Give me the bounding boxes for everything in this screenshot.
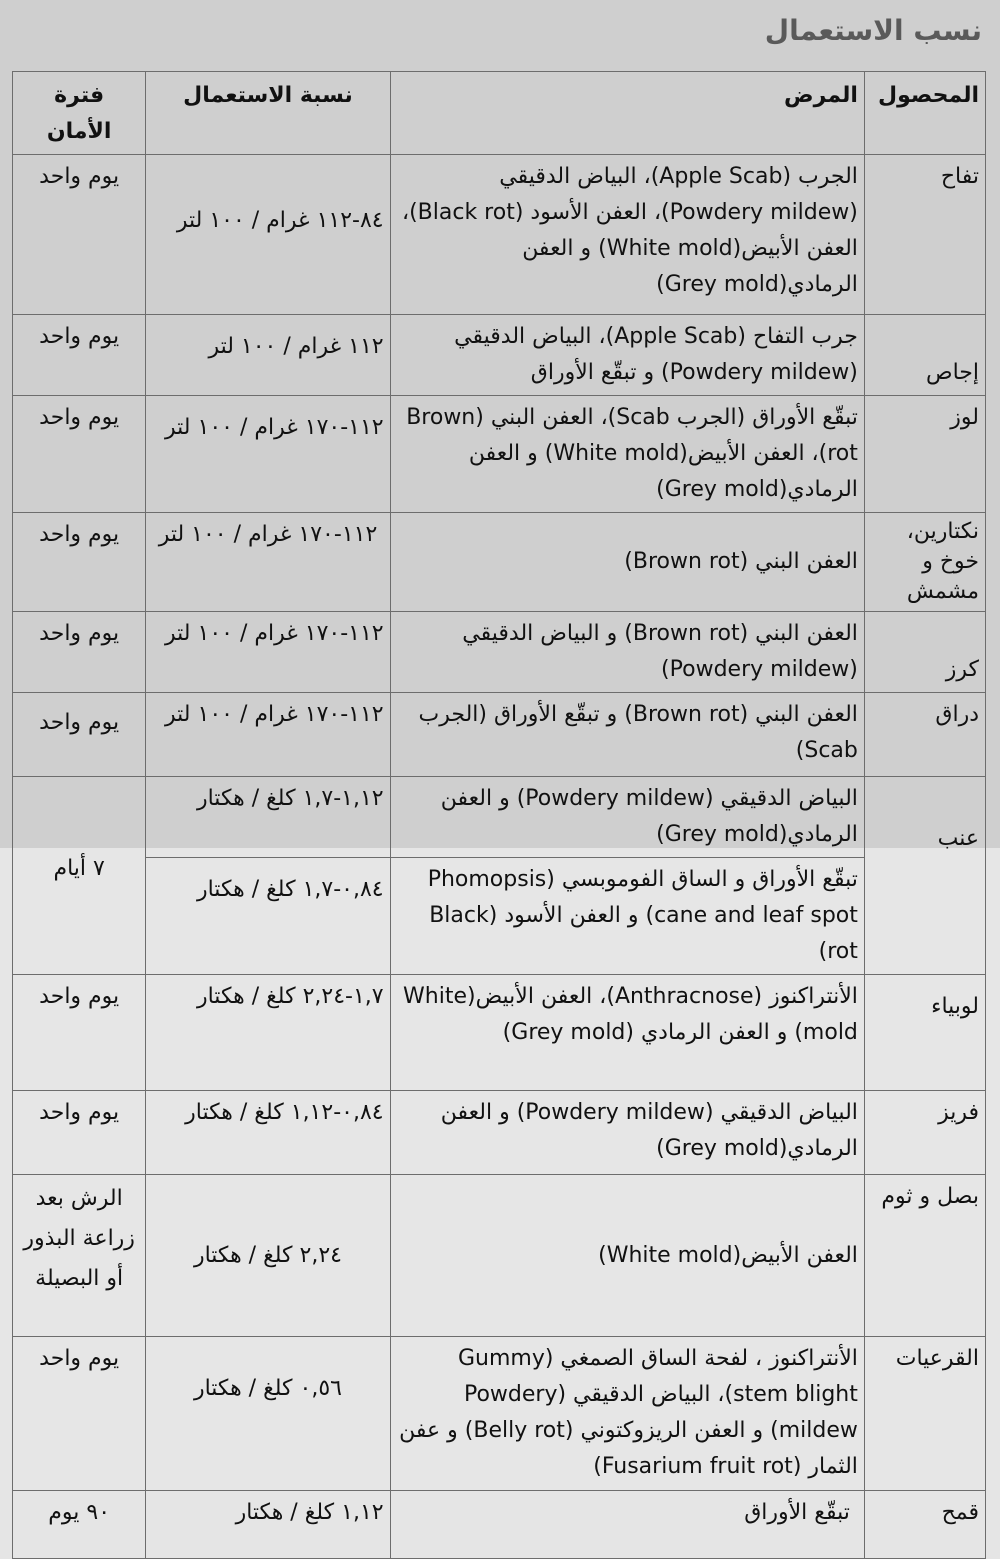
- disease-cell: الأنتراكنوز (Anthracnose)، العفن الأبيض(White mold) و العفن الرمادي (Grey mold): [390, 975, 864, 1091]
- rate-cell: ١١٢-١٧٠ غرام / ١٠٠ لتر: [146, 612, 390, 693]
- crop-cell: إجاص: [864, 315, 985, 396]
- table-row: [13, 396, 986, 513]
- rate-cell: ٠,٨٤-١,٧ كلغ / هكتار: [146, 858, 390, 975]
- rate-cell: ١١٢-١٧٠ غرام / ١٠٠ لتر: [146, 396, 390, 513]
- table-row: [13, 975, 986, 1091]
- rate-cell: ١,١٢ كلغ / هكتار: [146, 1491, 390, 1559]
- header-disease: المرض: [390, 72, 864, 155]
- crop-cell: قمح: [864, 1491, 985, 1559]
- rate-cell: ١١٢-١٧٠ غرام / ١٠٠ لتر: [146, 513, 390, 612]
- usage-table: [12, 71, 986, 1559]
- crop-cell: عنب: [864, 777, 985, 975]
- rate-cell: ٠,٥٦ كلغ / هكتار: [146, 1337, 390, 1491]
- disease-cell: تبقّع الأوراق: [390, 1491, 864, 1559]
- safety-cell: يوم واحد: [13, 1337, 146, 1491]
- table-header-row: [13, 72, 986, 155]
- table-row: [13, 693, 986, 777]
- safety-cell: يوم واحد: [13, 315, 146, 396]
- disease-cell: الجرب (Apple Scab)، البياض الدقيقي (Powdery mildew)، العفن الأسود (Black rot)، العفن الأبيض(White mold) و العفن الرمادي(Grey mold): [390, 155, 864, 315]
- header-crop: المحصول: [864, 72, 985, 155]
- table-row: [13, 1491, 986, 1559]
- crop-cell: تفاح: [864, 155, 985, 315]
- rate-cell: ١١٢-١٧٠ غرام / ١٠٠ لتر: [146, 693, 390, 777]
- table-row: [13, 155, 986, 315]
- safety-cell: ٧ أيام: [13, 777, 146, 975]
- header-rate: نسبة الاستعمال: [146, 72, 390, 155]
- crop-cell: لوز: [864, 396, 985, 513]
- rate-cell: ١١٢ غرام / ١٠٠ لتر: [146, 315, 390, 396]
- safety-cell: الرش بعد زراعة البذور أو البصيلة: [13, 1175, 146, 1337]
- crop-cell: كرز: [864, 612, 985, 693]
- crop-cell: القرعيات: [864, 1337, 985, 1491]
- table-row: [13, 777, 986, 858]
- table-row: [13, 1337, 986, 1491]
- disease-cell: العفن الأبيض(White mold): [390, 1175, 864, 1337]
- table-row: [13, 513, 986, 612]
- crop-cell: بصل و ثوم: [864, 1175, 985, 1337]
- table-row: [13, 858, 986, 975]
- crop-cell: دراق: [864, 693, 985, 777]
- rate-cell: ٨٤-١١٢ غرام / ١٠٠ لتر: [146, 155, 390, 315]
- rate-cell: ١,٧-٢,٢٤ كلغ / هكتار: [146, 975, 390, 1091]
- table-row: [13, 1175, 986, 1337]
- safety-cell: ٩٠ يوم: [13, 1491, 146, 1559]
- safety-cell: يوم واحد: [13, 396, 146, 513]
- disease-cell: العفن البني (Brown rot) و تبقّع الأوراق (الجرب Scab): [390, 693, 864, 777]
- safety-cell: يوم واحد: [13, 612, 146, 693]
- safety-cell: يوم واحد: [13, 513, 146, 612]
- page-title: نسب الاستعمال: [764, 14, 982, 47]
- disease-cell: البياض الدقيقي (Powdery mildew) و العفن الرمادي(Grey mold): [390, 777, 864, 858]
- crop-cell: نكتارين، خوخ و مشمش: [864, 513, 985, 612]
- safety-cell: يوم واحد: [13, 975, 146, 1091]
- crop-cell: فريز: [864, 1091, 985, 1175]
- disease-cell: تبقّع الأوراق و الساق الفوموبسي (Phomopsis cane and leaf spot) و العفن الأسود (Black rot): [390, 858, 864, 975]
- rate-cell: ٠,٨٤-١,١٢ كلغ / هكتار: [146, 1091, 390, 1175]
- rate-cell: ٢,٢٤ كلغ / هكتار: [146, 1175, 390, 1337]
- disease-cell: العفن البني (Brown rot) و البياض الدقيقي (Powdery mildew): [390, 612, 864, 693]
- disease-cell: البياض الدقيقي (Powdery mildew) و العفن الرمادي(Grey mold): [390, 1091, 864, 1175]
- disease-cell: تبقّع الأوراق (الجرب Scab)، العفن البني (Brown rot)، العفن الأبيض(White mold) و العفن الرمادي(Grey mold): [390, 396, 864, 513]
- safety-cell: يوم واحد: [13, 1091, 146, 1175]
- table-row: [13, 612, 986, 693]
- disease-cell: جرب التفاح (Apple Scab)، البياض الدقيقي (Powdery mildew) و تبقّع الأوراق: [390, 315, 864, 396]
- table-row: [13, 315, 986, 396]
- safety-cell: يوم واحد: [13, 693, 146, 777]
- disease-cell: العفن البني (Brown rot): [390, 513, 864, 612]
- safety-cell: يوم واحد: [13, 155, 146, 315]
- table-row: [13, 1091, 986, 1175]
- crop-cell: لوبياء: [864, 975, 985, 1091]
- disease-cell: الأنتراكنوز ، لفحة الساق الصمغي (Gummy stem blight)، البياض الدقيقي (Powdery mildew) و العفن الريزوكتوني (Belly rot) و عفن الثمار (Fusarium fruit rot): [390, 1337, 864, 1491]
- header-safety: فترة الأمان: [13, 72, 146, 155]
- rate-cell: ١,١٢-١,٧ كلغ / هكتار: [146, 777, 390, 858]
